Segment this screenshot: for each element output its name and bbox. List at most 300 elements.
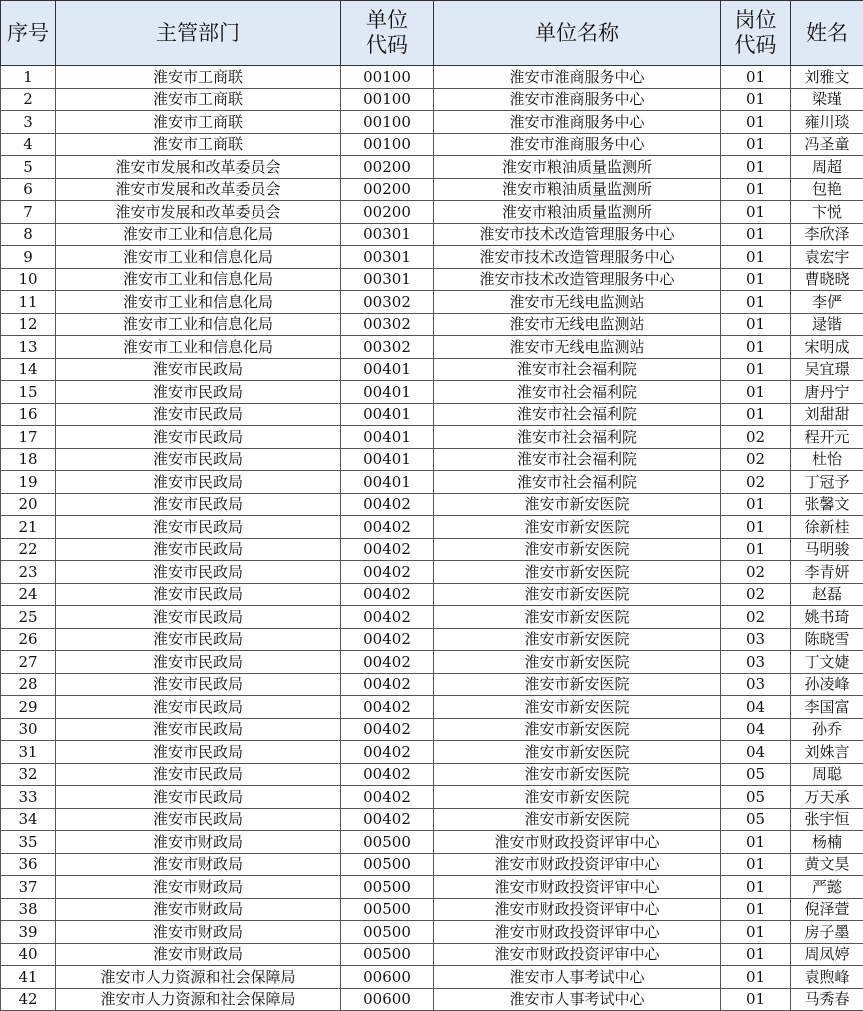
- cell-department: 淮安市民政局: [56, 673, 341, 696]
- cell-unit-name: 淮安市淮商服务中心: [434, 111, 721, 134]
- cell-unit-code: 00100: [341, 88, 434, 111]
- cell-position-code: 01: [721, 831, 791, 854]
- cell-unit-name: 淮安市无线电监测站: [434, 336, 721, 359]
- cell-unit-name: 淮安市新安医院: [434, 561, 721, 584]
- cell-unit-code: 00600: [341, 988, 434, 1011]
- cell-department: 淮安市民政局: [56, 358, 341, 381]
- cell-unit-code: 00402: [341, 786, 434, 809]
- cell-unit-code: 00401: [341, 403, 434, 426]
- cell-index: 12: [1, 313, 56, 336]
- cell-name: 孙凌峰: [791, 673, 863, 696]
- cell-unit-code: 00302: [341, 313, 434, 336]
- cell-unit-name: 淮安市新安医院: [434, 673, 721, 696]
- cell-department: 淮安市工商联: [56, 133, 341, 156]
- cell-unit-name: 淮安市技术改造管理服务中心: [434, 246, 721, 269]
- cell-department: 淮安市民政局: [56, 741, 341, 764]
- cell-unit-name: 淮安市财政投资评审中心: [434, 943, 721, 966]
- cell-position-code: 01: [721, 66, 791, 89]
- header-name: [791, 1, 863, 66]
- table-row: [1, 763, 863, 786]
- cell-unit-code: 00500: [341, 943, 434, 966]
- table-row: [1, 381, 863, 404]
- cell-position-code: 01: [721, 268, 791, 291]
- cell-name: 袁煦峰: [791, 966, 863, 989]
- cell-department: 淮安市民政局: [56, 403, 341, 426]
- cell-name: 姚书琦: [791, 606, 863, 629]
- cell-unit-name: 淮安市新安医院: [434, 808, 721, 831]
- cell-position-code: 03: [721, 673, 791, 696]
- cell-unit-name: 淮安市社会福利院: [434, 471, 721, 494]
- cell-position-code: 01: [721, 898, 791, 921]
- cell-name: 包艳: [791, 178, 863, 201]
- cell-position-code: 01: [721, 111, 791, 134]
- table-row: [1, 606, 863, 629]
- cell-position-code: 02: [721, 606, 791, 629]
- cell-index: 13: [1, 336, 56, 359]
- cell-name: 雍川琰: [791, 111, 863, 134]
- cell-unit-code: 00200: [341, 178, 434, 201]
- cell-department: 淮安市发展和改革委员会: [56, 156, 341, 179]
- cell-unit-code: 00402: [341, 763, 434, 786]
- cell-department: 淮安市人力资源和社会保障局: [56, 988, 341, 1011]
- cell-unit-code: 00500: [341, 898, 434, 921]
- cell-name: 梁瑾: [791, 88, 863, 111]
- cell-position-code: 02: [721, 471, 791, 494]
- table-row: [1, 133, 863, 156]
- table-row: [1, 561, 863, 584]
- cell-unit-name: 淮安市新安医院: [434, 493, 721, 516]
- cell-index: 33: [1, 786, 56, 809]
- cell-department: 淮安市民政局: [56, 426, 341, 449]
- cell-unit-code: 00402: [341, 718, 434, 741]
- header-unit-name-line: 单位名称: [434, 21, 720, 46]
- cell-name: 吴宜璟: [791, 358, 863, 381]
- cell-unit-code: 00402: [341, 538, 434, 561]
- table-row: [1, 876, 863, 899]
- table-row: [1, 628, 863, 651]
- cell-index: 27: [1, 651, 56, 674]
- cell-index: 10: [1, 268, 56, 291]
- cell-unit-code: 00500: [341, 921, 434, 944]
- cell-index: 35: [1, 831, 56, 854]
- cell-unit-code: 00200: [341, 201, 434, 224]
- cell-index: 7: [1, 201, 56, 224]
- cell-name: 周超: [791, 156, 863, 179]
- cell-unit-name: 淮安市淮商服务中心: [434, 133, 721, 156]
- table-row: [1, 651, 863, 674]
- header-index: [1, 1, 56, 66]
- cell-name: 张馨文: [791, 493, 863, 516]
- cell-unit-name: 淮安市人事考试中心: [434, 966, 721, 989]
- table-row: [1, 966, 863, 989]
- cell-position-code: 01: [721, 313, 791, 336]
- header-unit-code-line: 单位: [341, 8, 433, 33]
- cell-department: 淮安市民政局: [56, 763, 341, 786]
- table-row: [1, 718, 863, 741]
- cell-name: 程开元: [791, 426, 863, 449]
- cell-index: 26: [1, 628, 56, 651]
- table-row: [1, 88, 863, 111]
- cell-position-code: 01: [721, 336, 791, 359]
- cell-unit-name: 淮安市新安医院: [434, 516, 721, 539]
- table-row: [1, 291, 863, 314]
- cell-name: 李青妍: [791, 561, 863, 584]
- cell-unit-name: 淮安市财政投资评审中心: [434, 898, 721, 921]
- table-row: [1, 201, 863, 224]
- cell-index: 18: [1, 448, 56, 471]
- table-row: [1, 583, 863, 606]
- cell-name: 张宇恒: [791, 808, 863, 831]
- table-row: [1, 786, 863, 809]
- cell-position-code: 01: [721, 988, 791, 1011]
- cell-department: 淮安市民政局: [56, 538, 341, 561]
- cell-index: 23: [1, 561, 56, 584]
- cell-position-code: 01: [721, 516, 791, 539]
- cell-department: 淮安市民政局: [56, 606, 341, 629]
- cell-unit-code: 00200: [341, 156, 434, 179]
- header-index-line: 序号: [1, 21, 55, 46]
- cell-index: 6: [1, 178, 56, 201]
- cell-name: 杜怡: [791, 448, 863, 471]
- cell-index: 20: [1, 493, 56, 516]
- cell-index: 9: [1, 246, 56, 269]
- table-row: [1, 246, 863, 269]
- cell-unit-name: 淮安市无线电监测站: [434, 313, 721, 336]
- cell-department: 淮安市工业和信息化局: [56, 268, 341, 291]
- cell-unit-code: 00401: [341, 471, 434, 494]
- cell-position-code: 03: [721, 651, 791, 674]
- cell-department: 淮安市工业和信息化局: [56, 223, 341, 246]
- cell-position-code: 04: [721, 741, 791, 764]
- cell-index: 42: [1, 988, 56, 1011]
- header-department: [56, 1, 341, 66]
- table-row: [1, 898, 863, 921]
- cell-name: 李国富: [791, 696, 863, 719]
- table-row: [1, 493, 863, 516]
- cell-name: 李俨: [791, 291, 863, 314]
- table-row: [1, 921, 863, 944]
- cell-index: 40: [1, 943, 56, 966]
- cell-index: 24: [1, 583, 56, 606]
- cell-name: 孙乔: [791, 718, 863, 741]
- cell-unit-name: 淮安市社会福利院: [434, 381, 721, 404]
- cell-unit-code: 00600: [341, 966, 434, 989]
- cell-unit-name: 淮安市新安医院: [434, 696, 721, 719]
- cell-name: 冯圣童: [791, 133, 863, 156]
- cell-position-code: 01: [721, 358, 791, 381]
- table-row: [1, 156, 863, 179]
- cell-index: 16: [1, 403, 56, 426]
- header-unit-name: [434, 1, 721, 66]
- cell-department: 淮安市民政局: [56, 583, 341, 606]
- cell-unit-code: 00402: [341, 606, 434, 629]
- cell-department: 淮安市工商联: [56, 66, 341, 89]
- cell-index: 11: [1, 291, 56, 314]
- table-row: [1, 313, 863, 336]
- cell-index: 28: [1, 673, 56, 696]
- cell-position-code: 01: [721, 201, 791, 224]
- cell-name: 唐丹宁: [791, 381, 863, 404]
- cell-unit-code: 00100: [341, 133, 434, 156]
- cell-unit-code: 00301: [341, 246, 434, 269]
- cell-department: 淮安市发展和改革委员会: [56, 201, 341, 224]
- cell-position-code: 01: [721, 156, 791, 179]
- cell-unit-code: 00402: [341, 741, 434, 764]
- cell-unit-code: 00302: [341, 336, 434, 359]
- cell-position-code: 01: [721, 291, 791, 314]
- header-unit-code: [341, 1, 434, 66]
- table-row: [1, 223, 863, 246]
- cell-name: 周聪: [791, 763, 863, 786]
- cell-name: 马明骏: [791, 538, 863, 561]
- cell-unit-name: 淮安市社会福利院: [434, 448, 721, 471]
- cell-unit-code: 00100: [341, 111, 434, 134]
- cell-department: 淮安市财政局: [56, 876, 341, 899]
- cell-unit-code: 00402: [341, 696, 434, 719]
- cell-position-code: 02: [721, 426, 791, 449]
- cell-name: 赵磊: [791, 583, 863, 606]
- cell-name: 倪泽萱: [791, 898, 863, 921]
- table-row: [1, 853, 863, 876]
- table-row: [1, 358, 863, 381]
- cell-department: 淮安市民政局: [56, 448, 341, 471]
- cell-name: 杨楠: [791, 831, 863, 854]
- table-row: [1, 943, 863, 966]
- table-row: [1, 178, 863, 201]
- cell-department: 淮安市民政局: [56, 786, 341, 809]
- header-unit-code-line: 代码: [341, 33, 433, 58]
- cell-name: 周凤婷: [791, 943, 863, 966]
- cell-department: 淮安市民政局: [56, 628, 341, 651]
- cell-name: 宋明成: [791, 336, 863, 359]
- cell-unit-name: 淮安市新安医院: [434, 606, 721, 629]
- header-position-code: [721, 1, 791, 66]
- cell-unit-name: 淮安市新安医院: [434, 651, 721, 674]
- header-position-code-line: 代码: [721, 33, 790, 58]
- cell-unit-code: 00401: [341, 448, 434, 471]
- cell-unit-name: 淮安市粮油质量监测所: [434, 178, 721, 201]
- cell-unit-name: 淮安市新安医院: [434, 628, 721, 651]
- table-row: [1, 448, 863, 471]
- cell-department: 淮安市人力资源和社会保障局: [56, 966, 341, 989]
- table-row: [1, 831, 863, 854]
- cell-index: 19: [1, 471, 56, 494]
- table-row: [1, 516, 863, 539]
- table-row: [1, 696, 863, 719]
- cell-index: 17: [1, 426, 56, 449]
- cell-unit-name: 淮安市技术改造管理服务中心: [434, 223, 721, 246]
- cell-unit-name: 淮安市财政投资评审中心: [434, 876, 721, 899]
- cell-position-code: 01: [721, 876, 791, 899]
- cell-unit-name: 淮安市新安医院: [434, 583, 721, 606]
- cell-position-code: 05: [721, 786, 791, 809]
- cell-department: 淮安市发展和改革委员会: [56, 178, 341, 201]
- cell-position-code: 04: [721, 718, 791, 741]
- header-department-line: 主管部门: [56, 21, 340, 46]
- cell-name: 陈晓雪: [791, 628, 863, 651]
- cell-name: 马秀春: [791, 988, 863, 1011]
- cell-position-code: 02: [721, 583, 791, 606]
- cell-name: 丁文婕: [791, 651, 863, 674]
- cell-unit-name: 淮安市新安医院: [434, 538, 721, 561]
- cell-position-code: 01: [721, 921, 791, 944]
- cell-index: 34: [1, 808, 56, 831]
- cell-unit-name: 淮安市淮商服务中心: [434, 88, 721, 111]
- cell-department: 淮安市财政局: [56, 853, 341, 876]
- cell-index: 5: [1, 156, 56, 179]
- cell-index: 4: [1, 133, 56, 156]
- cell-position-code: 01: [721, 943, 791, 966]
- cell-name: 刘姝言: [791, 741, 863, 764]
- cell-position-code: 01: [721, 223, 791, 246]
- cell-unit-name: 淮安市无线电监测站: [434, 291, 721, 314]
- cell-unit-code: 00401: [341, 381, 434, 404]
- cell-unit-code: 00402: [341, 583, 434, 606]
- cell-name: 逯锴: [791, 313, 863, 336]
- cell-unit-code: 00100: [341, 66, 434, 89]
- cell-department: 淮安市民政局: [56, 471, 341, 494]
- cell-unit-name: 淮安市财政投资评审中心: [434, 921, 721, 944]
- cell-index: 36: [1, 853, 56, 876]
- cell-name: 万天承: [791, 786, 863, 809]
- cell-position-code: 01: [721, 493, 791, 516]
- cell-department: 淮安市工业和信息化局: [56, 246, 341, 269]
- cell-index: 3: [1, 111, 56, 134]
- cell-department: 淮安市财政局: [56, 943, 341, 966]
- cell-unit-code: 00500: [341, 831, 434, 854]
- cell-index: 21: [1, 516, 56, 539]
- cell-unit-name: 淮安市新安医院: [434, 763, 721, 786]
- cell-position-code: 03: [721, 628, 791, 651]
- table-row: [1, 538, 863, 561]
- header-name-line: 姓名: [791, 21, 863, 46]
- cell-unit-name: 淮安市淮商服务中心: [434, 66, 721, 89]
- cell-department: 淮安市民政局: [56, 696, 341, 719]
- cell-position-code: 01: [721, 538, 791, 561]
- cell-department: 淮安市财政局: [56, 921, 341, 944]
- cell-index: 38: [1, 898, 56, 921]
- table-row: [1, 268, 863, 291]
- cell-department: 淮安市民政局: [56, 381, 341, 404]
- cell-position-code: 01: [721, 178, 791, 201]
- table-row: [1, 66, 863, 89]
- cell-index: 25: [1, 606, 56, 629]
- header-row: [1, 1, 863, 66]
- cell-unit-code: 00402: [341, 628, 434, 651]
- cell-index: 32: [1, 763, 56, 786]
- cell-position-code: 04: [721, 696, 791, 719]
- cell-department: 淮安市工业和信息化局: [56, 313, 341, 336]
- table-row: [1, 111, 863, 134]
- cell-name: 徐新桂: [791, 516, 863, 539]
- cell-department: 淮安市民政局: [56, 516, 341, 539]
- cell-index: 30: [1, 718, 56, 741]
- table-row: [1, 471, 863, 494]
- cell-unit-name: 淮安市财政投资评审中心: [434, 831, 721, 854]
- cell-index: 2: [1, 88, 56, 111]
- cell-unit-name: 淮安市社会福利院: [434, 358, 721, 381]
- cell-unit-code: 00302: [341, 291, 434, 314]
- cell-department: 淮安市民政局: [56, 493, 341, 516]
- table-row: [1, 808, 863, 831]
- cell-position-code: 02: [721, 561, 791, 584]
- cell-position-code: 01: [721, 966, 791, 989]
- cell-index: 8: [1, 223, 56, 246]
- cell-index: 37: [1, 876, 56, 899]
- cell-unit-code: 00500: [341, 853, 434, 876]
- table-row: [1, 741, 863, 764]
- cell-unit-code: 00402: [341, 561, 434, 584]
- cell-position-code: 01: [721, 88, 791, 111]
- cell-unit-name: 淮安市新安医院: [434, 786, 721, 809]
- cell-unit-name: 淮安市粮油质量监测所: [434, 201, 721, 224]
- table-body: [1, 66, 863, 1011]
- cell-position-code: 05: [721, 763, 791, 786]
- cell-position-code: 01: [721, 133, 791, 156]
- cell-unit-name: 淮安市社会福利院: [434, 426, 721, 449]
- cell-name: 严懿: [791, 876, 863, 899]
- table-row: [1, 673, 863, 696]
- cell-unit-code: 00401: [341, 358, 434, 381]
- cell-position-code: 01: [721, 381, 791, 404]
- cell-position-code: 05: [721, 808, 791, 831]
- cell-name: 黄文昊: [791, 853, 863, 876]
- table-header: [1, 1, 863, 66]
- cell-name: 李欣泽: [791, 223, 863, 246]
- cell-department: 淮安市工业和信息化局: [56, 291, 341, 314]
- cell-name: 曹晓晓: [791, 268, 863, 291]
- cell-index: 22: [1, 538, 56, 561]
- cell-index: 14: [1, 358, 56, 381]
- cell-unit-name: 淮安市技术改造管理服务中心: [434, 268, 721, 291]
- cell-name: 丁冠予: [791, 471, 863, 494]
- cell-unit-name: 淮安市新安医院: [434, 718, 721, 741]
- table-row: [1, 426, 863, 449]
- cell-index: 39: [1, 921, 56, 944]
- cell-unit-code: 00402: [341, 651, 434, 674]
- cell-name: 刘甜甜: [791, 403, 863, 426]
- cell-department: 淮安市民政局: [56, 808, 341, 831]
- cell-index: 31: [1, 741, 56, 764]
- cell-position-code: 01: [721, 403, 791, 426]
- cell-unit-name: 淮安市财政投资评审中心: [434, 853, 721, 876]
- cell-department: 淮安市民政局: [56, 651, 341, 674]
- cell-index: 41: [1, 966, 56, 989]
- cell-department: 淮安市财政局: [56, 831, 341, 854]
- table-row: [1, 336, 863, 359]
- cell-department: 淮安市工业和信息化局: [56, 336, 341, 359]
- cell-department: 淮安市工商联: [56, 111, 341, 134]
- cell-position-code: 01: [721, 853, 791, 876]
- cell-department: 淮安市财政局: [56, 898, 341, 921]
- cell-department: 淮安市民政局: [56, 561, 341, 584]
- cell-unit-code: 00402: [341, 493, 434, 516]
- cell-name: 房子墨: [791, 921, 863, 944]
- cell-unit-code: 00402: [341, 673, 434, 696]
- cell-position-code: 02: [721, 448, 791, 471]
- table-row: [1, 403, 863, 426]
- cell-unit-name: 淮安市粮油质量监测所: [434, 156, 721, 179]
- cell-index: 29: [1, 696, 56, 719]
- cell-department: 淮安市工商联: [56, 88, 341, 111]
- cell-department: 淮安市民政局: [56, 718, 341, 741]
- cell-index: 15: [1, 381, 56, 404]
- table-row: [1, 988, 863, 1011]
- cell-unit-code: 00500: [341, 876, 434, 899]
- cell-name: 袁宏宇: [791, 246, 863, 269]
- cell-unit-code: 00402: [341, 808, 434, 831]
- cell-unit-code: 00301: [341, 223, 434, 246]
